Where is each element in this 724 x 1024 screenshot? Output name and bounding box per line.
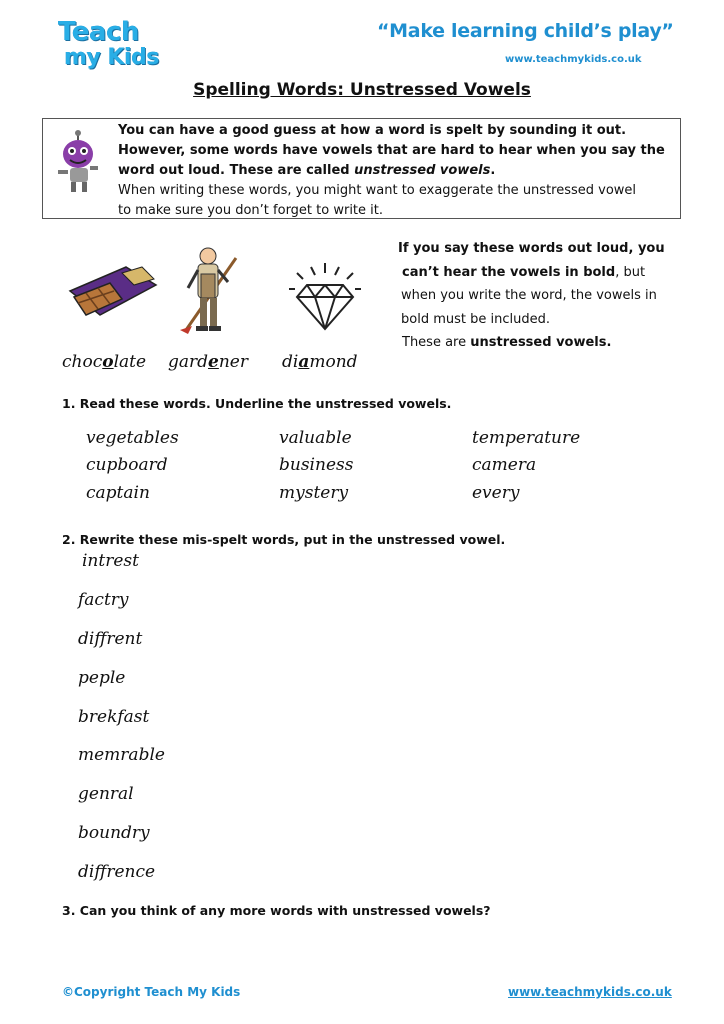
teach-my-kids-logo xyxy=(58,18,162,74)
q1-word: mystery xyxy=(279,483,349,503)
side-line-2 xyxy=(398,261,698,285)
q1-word: valuable xyxy=(279,428,352,448)
q1-word: every xyxy=(472,483,520,503)
tagline: “Make learning child’s play” xyxy=(377,20,674,42)
misspelt-word: diffrent xyxy=(78,629,143,649)
side-line-5 xyxy=(398,331,698,355)
footer-copyright: ©Copyright Teach My Kids xyxy=(62,985,241,999)
gardener-icon xyxy=(170,244,252,336)
misspelt-word: intrest xyxy=(82,551,139,571)
question-2-prompt: 2. Rewrite these mis-spelt words, put in the unstressed vowel. xyxy=(62,532,506,547)
misspelt-word: memrable xyxy=(78,745,165,765)
example-diamond-part: di xyxy=(282,352,299,372)
robot-mascot-icon xyxy=(56,130,104,194)
side-line-5b: unstressed vowels. xyxy=(470,335,612,350)
side-line-3: when you write the word, the vowels in xyxy=(401,288,657,303)
logo-word-mykids: my Kids xyxy=(64,45,159,70)
intro-line-3a: word out loud. These are called xyxy=(118,163,355,178)
q1-word: temperature xyxy=(472,428,581,448)
header-website: www.teachmykids.co.uk xyxy=(505,54,642,65)
example-gardener-part: ner xyxy=(218,352,248,372)
intro-line-2: However, some words have vowels that are hard to hear when you say the xyxy=(118,143,665,158)
example-gardener-part: gard xyxy=(168,352,209,372)
chocolate-bar-icon xyxy=(64,263,160,323)
example-chocolate-vowel: o xyxy=(102,352,114,372)
example-chocolate-part: late xyxy=(113,352,147,372)
logo-word-teach: Teach xyxy=(58,17,139,47)
diamond-icon xyxy=(285,259,365,335)
example-diamond-vowel: a xyxy=(298,352,310,372)
side-line-1: If you say these words out loud, you xyxy=(398,241,665,256)
q1-word: camera xyxy=(472,455,537,475)
misspelt-word: peple xyxy=(78,668,126,688)
misspelt-word: diffrence xyxy=(78,862,156,882)
intro-line-3 xyxy=(118,161,678,181)
q1-word: captain xyxy=(86,483,150,503)
side-line-5a: These are xyxy=(402,335,471,350)
example-diamond xyxy=(282,352,358,372)
side-line-2a: can’t hear the vowels in bold xyxy=(402,264,616,280)
side-line-2b: , but xyxy=(615,264,646,280)
intro-line-4: When writing these words, you might want to exaggerate the unstressed vowel xyxy=(118,183,637,198)
q1-word: vegetables xyxy=(86,428,179,448)
side-note xyxy=(398,237,698,355)
q1-word: cupboard xyxy=(86,455,168,475)
question-3-prompt: 3. Can you think of any more words with unstressed vowels? xyxy=(62,903,491,918)
worksheet-title: Spelling Words: Unstressed Vowels xyxy=(193,80,531,100)
question-1-prompt: 1. Read these words. Underline the unstressed vowels. xyxy=(62,396,452,411)
intro-line-5: to make sure you don’t forget to write it. xyxy=(118,203,384,218)
q1-word: business xyxy=(279,455,354,475)
intro-term: unstressed vowels xyxy=(354,163,491,178)
misspelt-word: brekfast xyxy=(78,707,150,727)
misspelt-word: genral xyxy=(78,784,134,804)
example-chocolate xyxy=(62,352,146,372)
misspelt-word: factry xyxy=(78,590,129,610)
example-gardener-vowel: e xyxy=(208,352,219,372)
example-chocolate-part: choc xyxy=(62,352,103,372)
example-gardener xyxy=(168,352,248,372)
misspelt-word: boundry xyxy=(78,823,150,843)
intro-text xyxy=(118,121,678,221)
intro-line-3c: . xyxy=(490,163,496,178)
side-line-4: bold must be included. xyxy=(401,311,550,327)
footer-website-link[interactable]: www.teachmykids.co.uk xyxy=(508,985,672,999)
example-diamond-part: mond xyxy=(309,352,358,372)
intro-line-1: You can have a good guess at how a word is spelt by sounding it out. xyxy=(118,123,627,138)
